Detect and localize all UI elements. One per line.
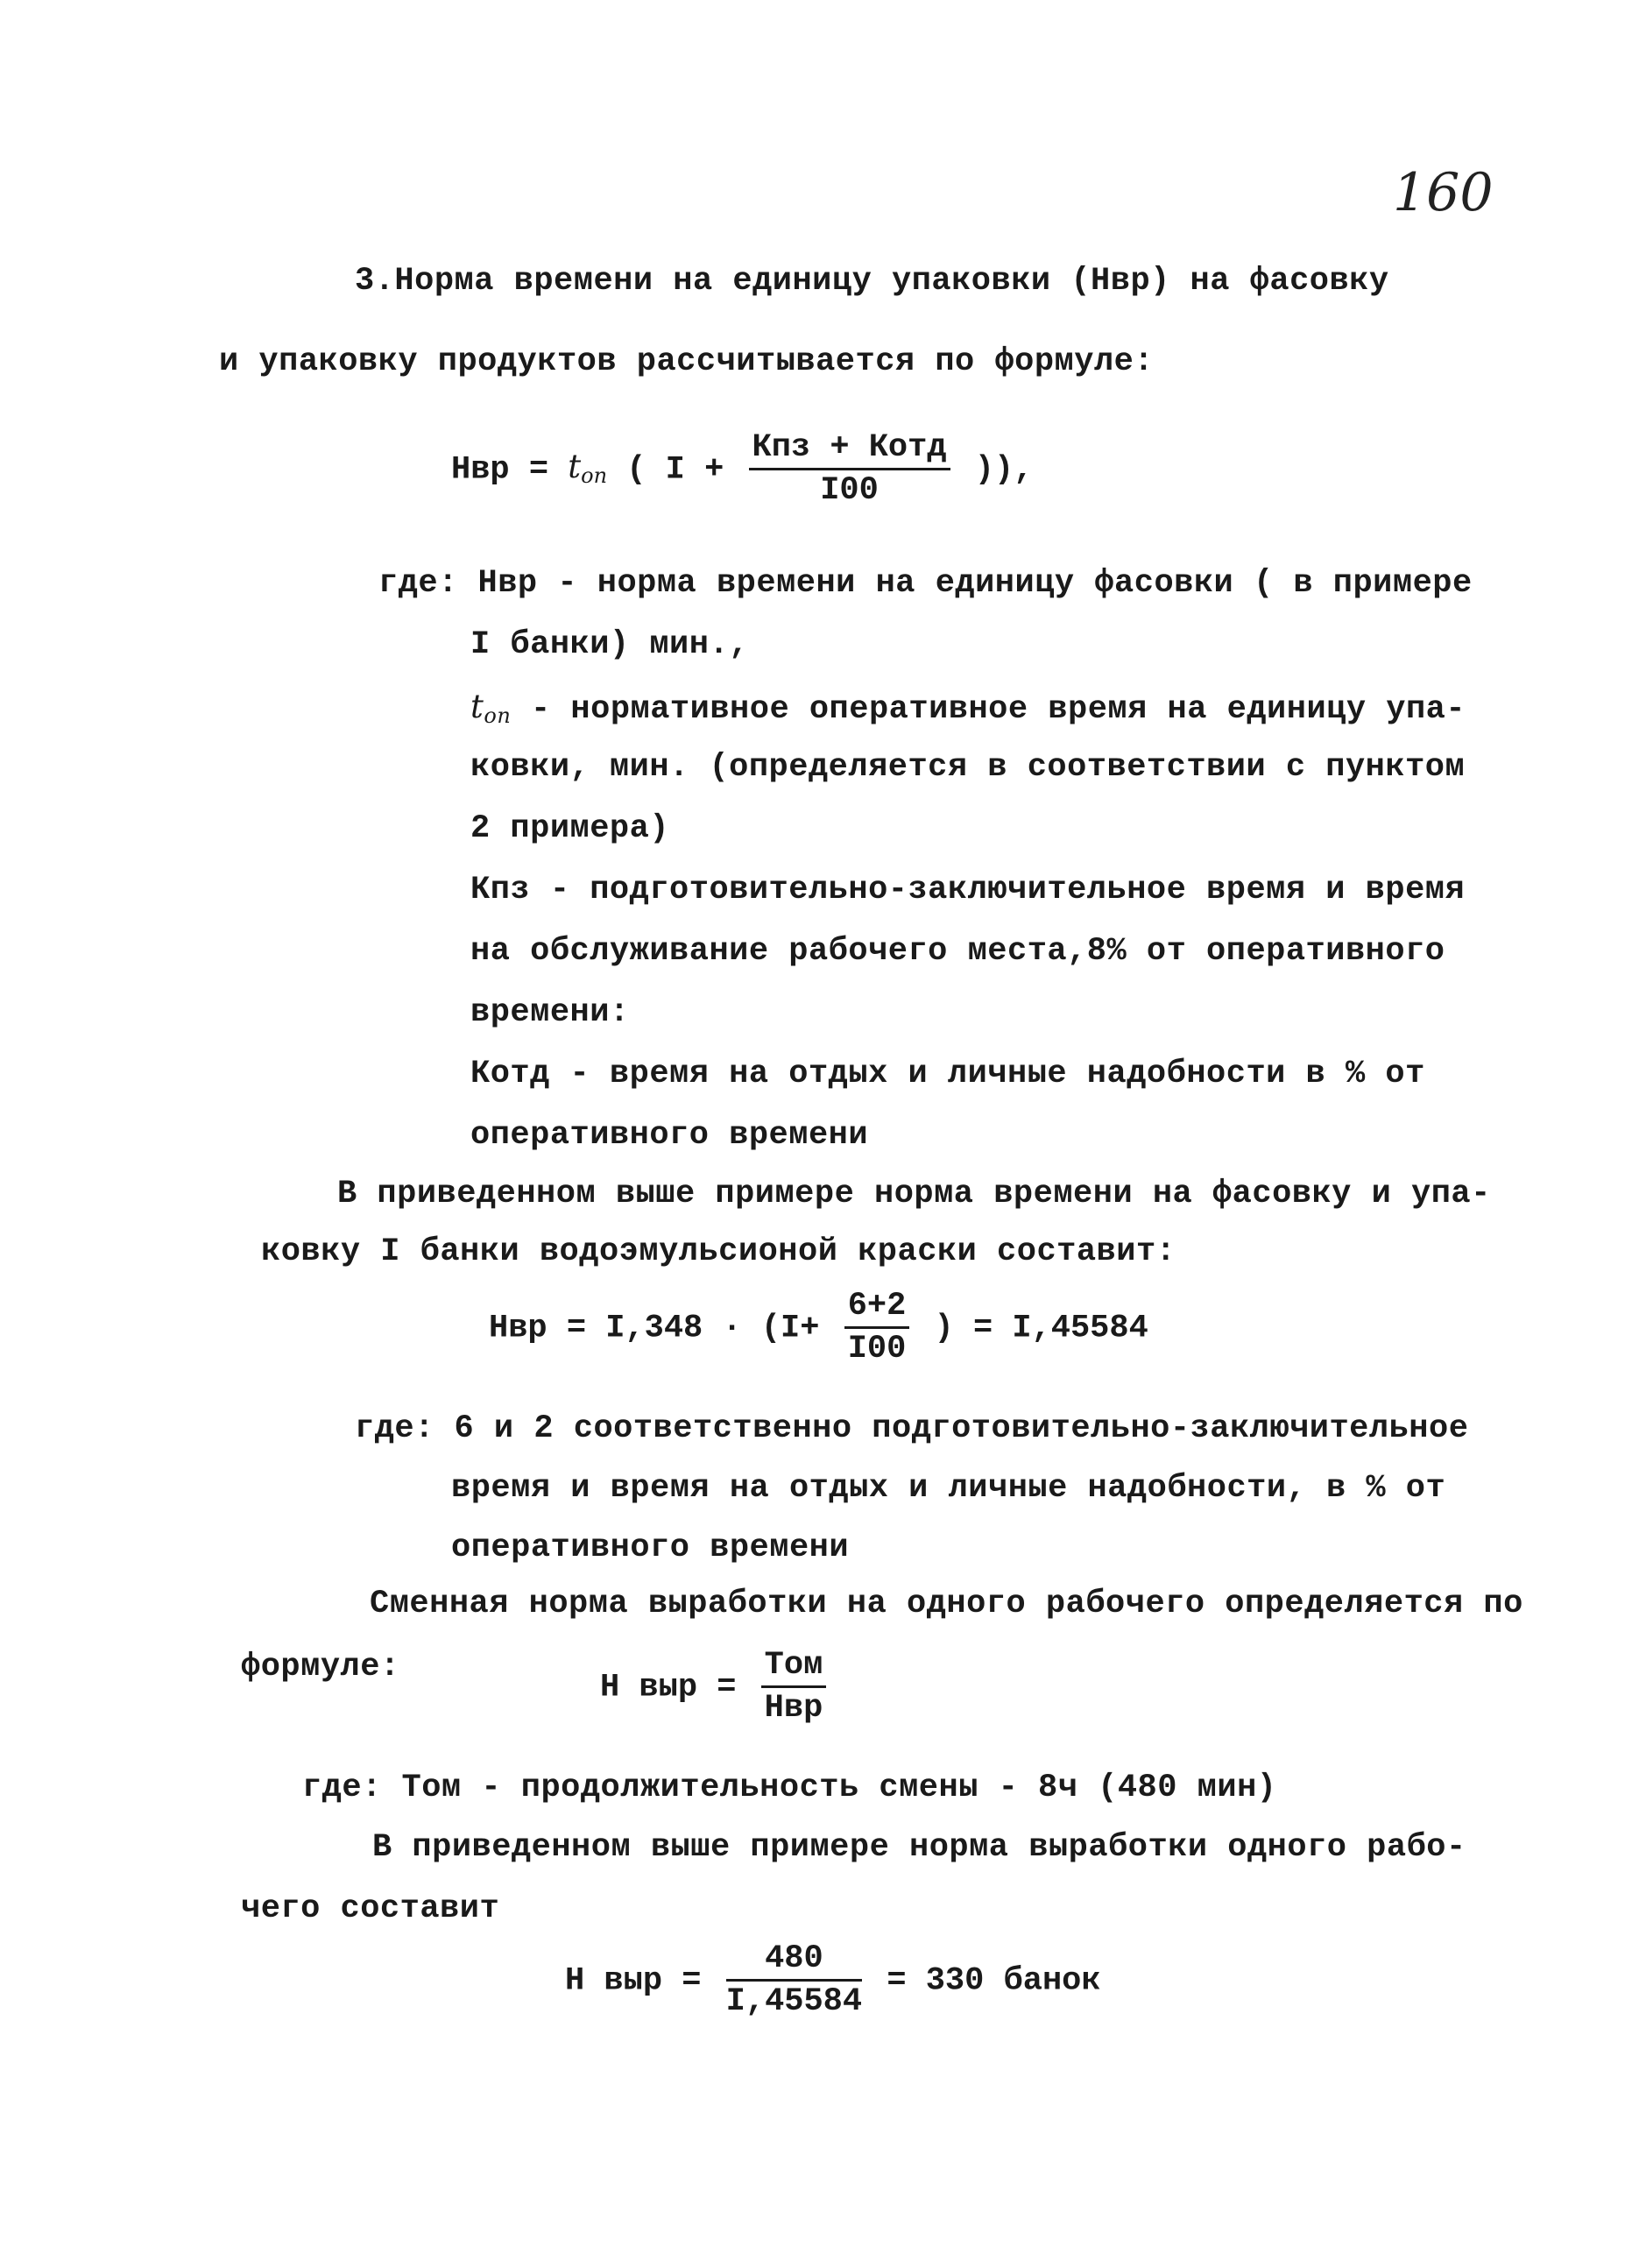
t-op-symbol: $t_{оп}$ — [568, 448, 608, 489]
formula1-lhs: Нвр = — [451, 451, 549, 489]
formula1-denominator: I00 — [820, 472, 879, 509]
formula1-numerator: Кпз + Котд — [749, 429, 950, 470]
where2-line-3: оперативного времени — [451, 1530, 850, 1566]
formula1-fraction — [749, 429, 950, 509]
where1-line-10: оперативного времени — [470, 1117, 869, 1154]
formula1-close: )), — [974, 451, 1034, 489]
formula-output-norm — [600, 1647, 831, 1727]
where2-line-1: где: 6 и 2 соответственно подготовительно-заключительное — [355, 1410, 1469, 1447]
formula-norm-time-example — [489, 1288, 1148, 1367]
formula1-open: ( I + — [626, 451, 724, 489]
where1-line-3: $t_{оп}$ - нормативное оперативное время на единицу упа- — [470, 688, 1466, 728]
where1-line-6: Кпз - подготовительно-заключительное время и время — [470, 872, 1466, 908]
formula4-rhs: = 330 банок — [887, 1962, 1101, 2000]
formula3-fraction — [761, 1647, 827, 1727]
example1-line-1: В приведенном выше примере норма времени на фасовку и упа- — [337, 1176, 1491, 1212]
where1-line-9: Котд - время на отдых и личные надобности в % от — [470, 1056, 1425, 1092]
formula4-lhs: Н выр = — [565, 1962, 702, 2000]
shift-line-1: Сменная норма выработки на одного рабочего определяется по — [370, 1586, 1523, 1622]
page-number: 160 — [1393, 162, 1494, 223]
formula3-numerator: Том — [761, 1647, 827, 1688]
shift-line-2: формуле: — [241, 1649, 400, 1685]
formula2-fraction — [844, 1288, 910, 1367]
formula3-denominator: Нвр — [764, 1690, 823, 1727]
formula2-numerator: 6+2 — [844, 1288, 910, 1329]
where1-line-4: ковки, мин. (определяется в соответствии с пунктом — [470, 749, 1466, 786]
where1-line-5: 2 примера) — [470, 810, 670, 847]
formula-norm-time — [451, 429, 1033, 509]
example1-line-2: ковку I банки водоэмульсионой краски составит: — [261, 1233, 1176, 1270]
where1-line-1: где: Нвр - норма времени на единицу фасовки ( в примере — [378, 565, 1473, 602]
where1-line-2: I банки) мин., — [470, 626, 749, 663]
formula-output-example — [565, 1940, 1101, 2020]
intro-line-2: и упаковку продуктов рассчитывается по формуле: — [219, 343, 1155, 380]
formula2-lhs: Нвр = I,348 · (I+ — [489, 1310, 820, 1347]
where1-line-8: времени: — [470, 994, 630, 1031]
formula4-denominator: I,45584 — [725, 1983, 863, 2020]
t-op-symbol: $t_{оп}$ — [470, 688, 512, 728]
formula3-lhs: Н выр = — [600, 1669, 737, 1706]
example2-line-1: В приведенном выше примере норма выработки одного рабо- — [372, 1829, 1466, 1866]
example2-line-2: чего составит — [241, 1890, 500, 1927]
formula4-numerator: 480 — [726, 1940, 862, 1982]
formula4-fraction — [726, 1940, 862, 2020]
where2-line-2: время и время на отдых и личные надобности, в % от — [451, 1470, 1446, 1507]
intro-line-1: 3.Норма времени на единицу упаковки (Нвр) на фасовку — [355, 263, 1389, 300]
where3-line: где: Том - продолжительность смены - 8ч (480 мин) — [302, 1770, 1277, 1806]
where1-line-7: на обслуживание рабочего места,8% от оперативного — [470, 933, 1445, 970]
formula2-denominator: I00 — [847, 1331, 907, 1367]
formula2-rhs: ) = I,45584 — [934, 1310, 1148, 1347]
